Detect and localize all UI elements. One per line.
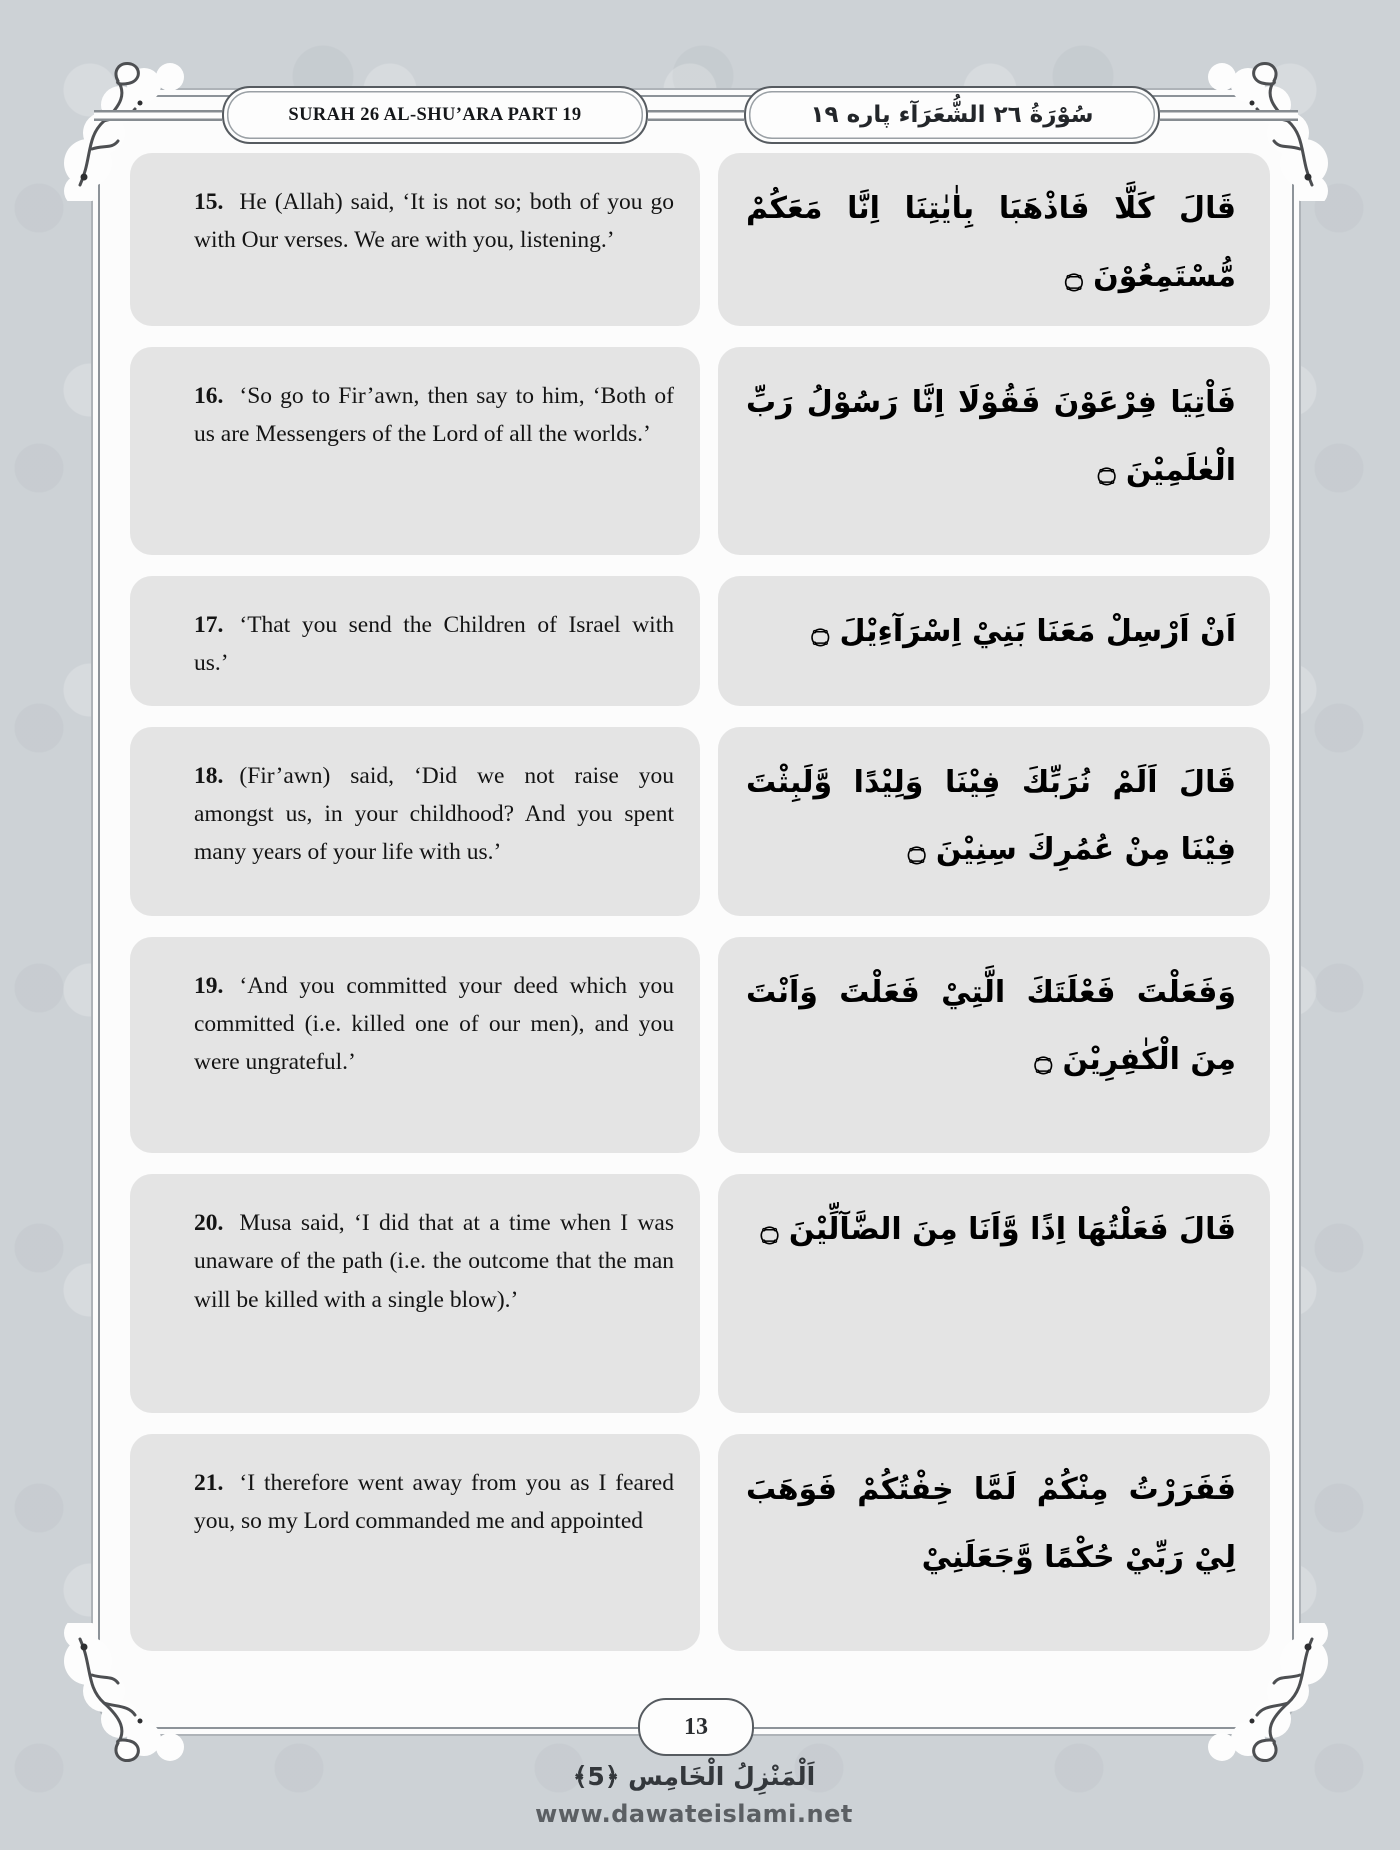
verse-english-block [130,937,700,1154]
page-frame [98,95,1294,1740]
verse-row-19 [130,937,1270,1154]
verse-translation: Musa said, ‘I did that at a time when I was unaware of the path (i.e. the outcome that the man will be killed with a single blow).’ [194,1210,674,1313]
verse-number: 17. [194,611,224,638]
verse-translation: He (Allah) said, ‘It is not so; both of you go with Our verses. We are with you, listening.’ [194,189,674,254]
surah-title-banner-english [222,86,648,144]
verse-list [130,153,1270,1651]
verse-row-17 [130,576,1270,706]
verse-english-block [130,727,700,916]
verse-english-block [130,1174,700,1413]
website-url: www.dawateislami.net [535,1800,853,1828]
verse-english-text [194,757,674,871]
verse-arabic-block: فَاْتِيَا فِرْعَوْنَ فَقُوْلَا اِنَّا رَسُوْلُ رَبِّ الْعٰلَمِيْنَ ۝ [718,347,1270,555]
banner-connector-line [94,110,222,121]
verse-number: 15. [194,189,224,215]
page-number-badge [638,1698,754,1756]
verse-arabic-block: اَنْ اَرْسِلْ مَعَنَا بَنِيْ اِسْرَآءِيْلَ ۝ [718,576,1270,706]
header-banner-bar [94,87,1298,143]
surah-title-banner-arabic [744,86,1160,144]
verse-number: 21. [194,1470,224,1497]
verse-number: 16. [194,383,224,409]
verse-row-16 [130,347,1270,555]
banner-connector-line [648,110,744,121]
verse-arabic-block: وَفَعَلْتَ فَعْلَتَكَ الَّتِيْ فَعَلْتَ وَاَنْتَ مِنَ الْكٰفِرِيْنَ ۝ [718,937,1270,1154]
verse-translation: ‘That you send the Children of Israel with us.’ [194,611,674,676]
verse-english-block [130,347,700,555]
manzil-label: اَلْمَنْزِلُ الْخَامِس ﴿5﴾ [572,1762,816,1791]
verse-arabic-block: قَالَ فَعَلْتُهَا اِذًا وَّاَنَا مِنَ الضَّآلِّيْنَ ۝ [718,1174,1270,1413]
verse-translation: ‘And you committed your deed which you committed (i.e. killed one of our men), and you were ungrateful.’ [194,972,674,1075]
verse-row-21 [130,1434,1270,1651]
verse-english-text [194,377,674,453]
verse-number: 18. [194,762,224,789]
verse-english-block [130,576,700,706]
verse-translation: ‘So go to Fir’awn, then say to him, ‘Both of us are Messengers of the Lord of all the worlds.’ [194,383,674,448]
verse-english-text [194,606,674,682]
verse-english-text [194,1464,674,1540]
verse-translation: (Fir’awn) said, ‘Did we not raise you amongst us, in your childhood? And you spent many years of your life with us.’ [194,762,674,865]
surah-title-arabic: سُوْرَةُ ٢٦ الشُّعَرَآء پاره ١٩ [810,102,1094,128]
verse-arabic-block: قَالَ اَلَمْ نُرَبِّكَ فِيْنَا وَلِيْدًا وَّلَبِثْتَ فِيْنَا مِنْ عُمُرِكَ سِنِيْنَ ۝ [718,727,1270,916]
verse-row-15 [130,153,1270,326]
verse-english-text [194,1204,674,1318]
verse-english-block [130,153,700,326]
verse-arabic-block: قَالَ كَلَّا فَاذْهَبَا بِاٰيٰتِنَا اِنَّا مَعَكُمْ مُّسْتَمِعُوْنَ ۝ [718,153,1270,326]
verse-english-text [194,967,674,1081]
verse-row-20 [130,1174,1270,1413]
verse-english-text [194,183,674,259]
verse-number: 19. [194,972,224,999]
verse-translation: ‘I therefore went away from you as I feared you, so my Lord commanded me and appointed [194,1470,674,1535]
surah-title-english: SURAH 26 AL-SHU’ARA PART 19 [288,104,582,125]
banner-connector-line [1160,110,1298,121]
verse-row-18 [130,727,1270,916]
verse-english-block [130,1434,700,1651]
page-number: 13 [684,1713,708,1740]
verse-number: 20. [194,1210,224,1237]
verse-arabic-block: فَفَرَرْتُ مِنْكُمْ لَمَّا خِفْتُكُمْ فَوَهَبَ لِيْ رَبِّيْ حُكْمًا وَّجَعَلَنِيْ [718,1434,1270,1651]
